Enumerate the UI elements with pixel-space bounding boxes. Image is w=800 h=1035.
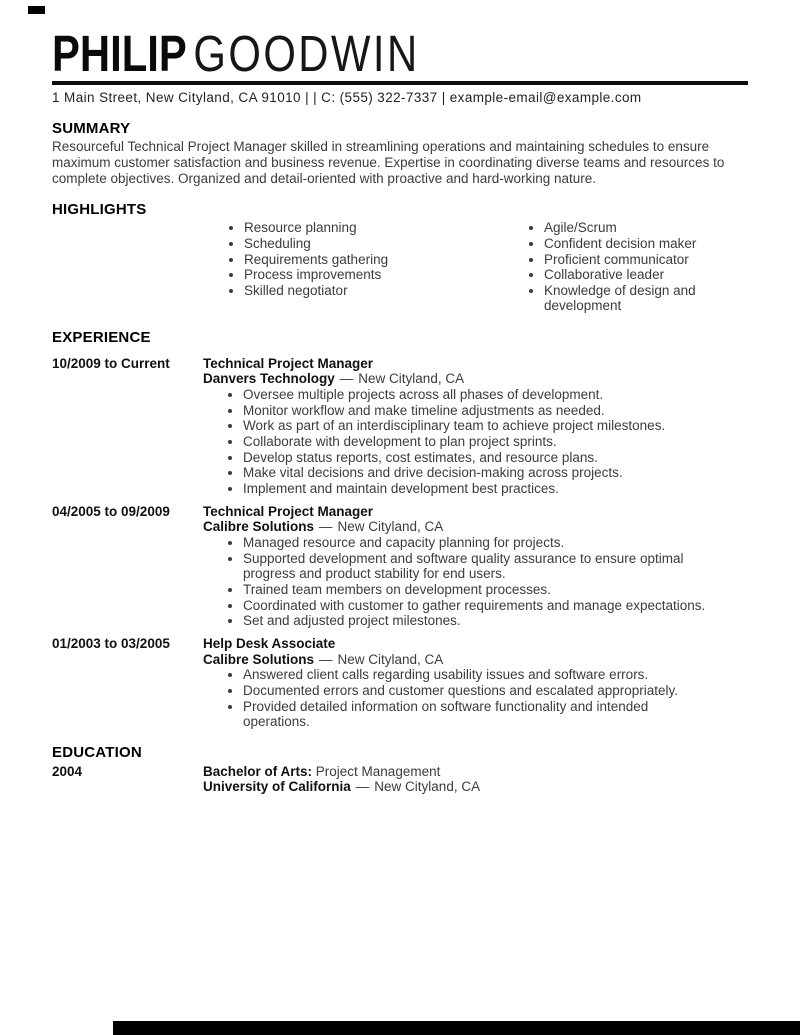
highlights-columns <box>216 220 748 314</box>
job-bullet: • Make vital decisions and drive decision-making across projects. <box>243 465 715 481</box>
company-line <box>203 652 748 668</box>
highlight-item: • Knowledge of design and development <box>544 283 739 314</box>
job-dates: 04/2005 to 09/2009 <box>52 503 170 519</box>
job-bullet: • Documented errors and customer questions and escalated appropriately. <box>243 683 715 699</box>
job-title: Technical Project Manager <box>203 355 374 371</box>
dash-separator: — <box>339 371 354 387</box>
highlight-item: • Resource planning <box>244 220 499 236</box>
highlight-item: • Process improvements <box>244 267 499 283</box>
summary-text: Resourceful Technical Project Manager skilled in streamlining operations and maintaining schedules to ensure maximum customer satisfaction and business revenue. Expertise in coordinating diverse teams and resources to complete objectives. Organized and detail-oriented with proactive and hard-working nature. <box>52 139 725 186</box>
job-bullet: • Oversee multiple projects across all phases of development. <box>243 387 715 403</box>
highlights-heading: HIGHLIGHTS <box>52 201 147 219</box>
education-section <box>52 744 748 795</box>
job-dates: 10/2009 to Current <box>52 355 170 371</box>
job-bullet: • Develop status reports, cost estimates, and resource plans. <box>243 450 715 466</box>
highlight-item: • Scheduling <box>244 236 499 252</box>
contact-line: 1 Main Street, New Cityland, CA 91010 | | C: (555) 322-7337 | example-email@example.com <box>52 90 642 105</box>
company-line <box>203 519 748 535</box>
job-bullet: • Trained team members on development processes. <box>243 582 715 598</box>
degree-name: Bachelor of Arts: <box>203 763 313 779</box>
name-heading <box>52 25 623 82</box>
summary-heading: SUMMARY <box>52 120 131 137</box>
dash-separator: — <box>355 779 370 795</box>
experience-heading: EXPERIENCE <box>52 328 151 346</box>
job-dates: 01/2003 to 03/2005 <box>52 636 170 652</box>
company-line <box>203 371 748 387</box>
job-list <box>52 356 748 730</box>
job-company: Calibre Solutions <box>203 651 315 667</box>
job-bullet: • Coordinated with customer to gather requirements and manage expectations. <box>243 598 715 614</box>
job-bullet: • Collaborate with development to plan project sprints. <box>243 434 715 450</box>
dash-separator: — <box>319 651 333 667</box>
job-bullets <box>203 535 715 629</box>
degree-field: Project Management <box>315 763 441 779</box>
job-company: Calibre Solutions <box>203 519 315 535</box>
experience-section <box>52 329 748 730</box>
job-bullet: • Set and adjusted project milestones. <box>243 613 715 629</box>
job-location: New Cityland, CA <box>358 371 465 387</box>
job-body <box>203 504 748 629</box>
job-location: New Cityland, CA <box>337 651 444 667</box>
highlight-item: • Proficient communicator <box>544 252 739 268</box>
job-bullet: • Implement and maintain development best practices. <box>243 481 715 497</box>
highlight-item: • Collaborative leader <box>544 267 739 283</box>
education-year: 2004 <box>52 763 83 779</box>
job-title: Help Desk Associate <box>203 636 336 652</box>
highlight-item: • Confident decision maker <box>544 236 739 252</box>
highlights-column-2 <box>516 220 739 314</box>
job-body <box>203 356 748 497</box>
job-body <box>203 636 748 730</box>
summary-section <box>52 120 748 186</box>
job-bullet: • Answered client calls regarding usability issues and software errors. <box>243 667 715 683</box>
education-entry <box>52 764 748 795</box>
job-entry <box>52 356 748 497</box>
job-entry <box>52 636 748 730</box>
first-name: PHILIP <box>52 25 187 82</box>
job-bullet: • Work as part of an interdisciplinary team to achieve project milestones. <box>243 418 715 434</box>
school-name: University of California <box>203 779 351 795</box>
job-entry <box>52 504 748 629</box>
dash-separator: — <box>319 519 333 535</box>
job-title: Technical Project Manager <box>203 503 374 519</box>
corner-artifact-mark <box>28 6 45 14</box>
last-name: GOODWIN <box>193 25 420 82</box>
highlights-section <box>52 201 748 314</box>
highlight-item: • Skilled negotiator <box>244 283 499 299</box>
job-bullets <box>203 667 715 730</box>
resume-header <box>52 25 748 105</box>
job-company: Danvers Technology <box>203 371 335 387</box>
job-bullet: • Supported development and software quality assurance to ensure optimal progress and product stability for end users. <box>243 551 715 582</box>
job-bullet: • Monitor workflow and make timeline adjustments as needed. <box>243 403 715 419</box>
job-bullets <box>203 387 715 497</box>
job-location: New Cityland, CA <box>337 519 444 535</box>
page-footer-bar <box>113 1021 800 1035</box>
school-line <box>203 779 748 795</box>
highlight-item: • Requirements gathering <box>244 252 499 268</box>
education-body <box>203 764 748 795</box>
highlights-column-1 <box>216 220 499 314</box>
education-heading: EDUCATION <box>52 743 142 761</box>
job-bullet: • Provided detailed information on software functionality and intended operations. <box>243 699 715 730</box>
highlight-item: • Agile/Scrum <box>544 220 739 236</box>
job-bullet: • Managed resource and capacity planning for projects. <box>243 535 715 551</box>
degree-line <box>203 764 748 780</box>
school-location: New Cityland, CA <box>374 779 481 795</box>
